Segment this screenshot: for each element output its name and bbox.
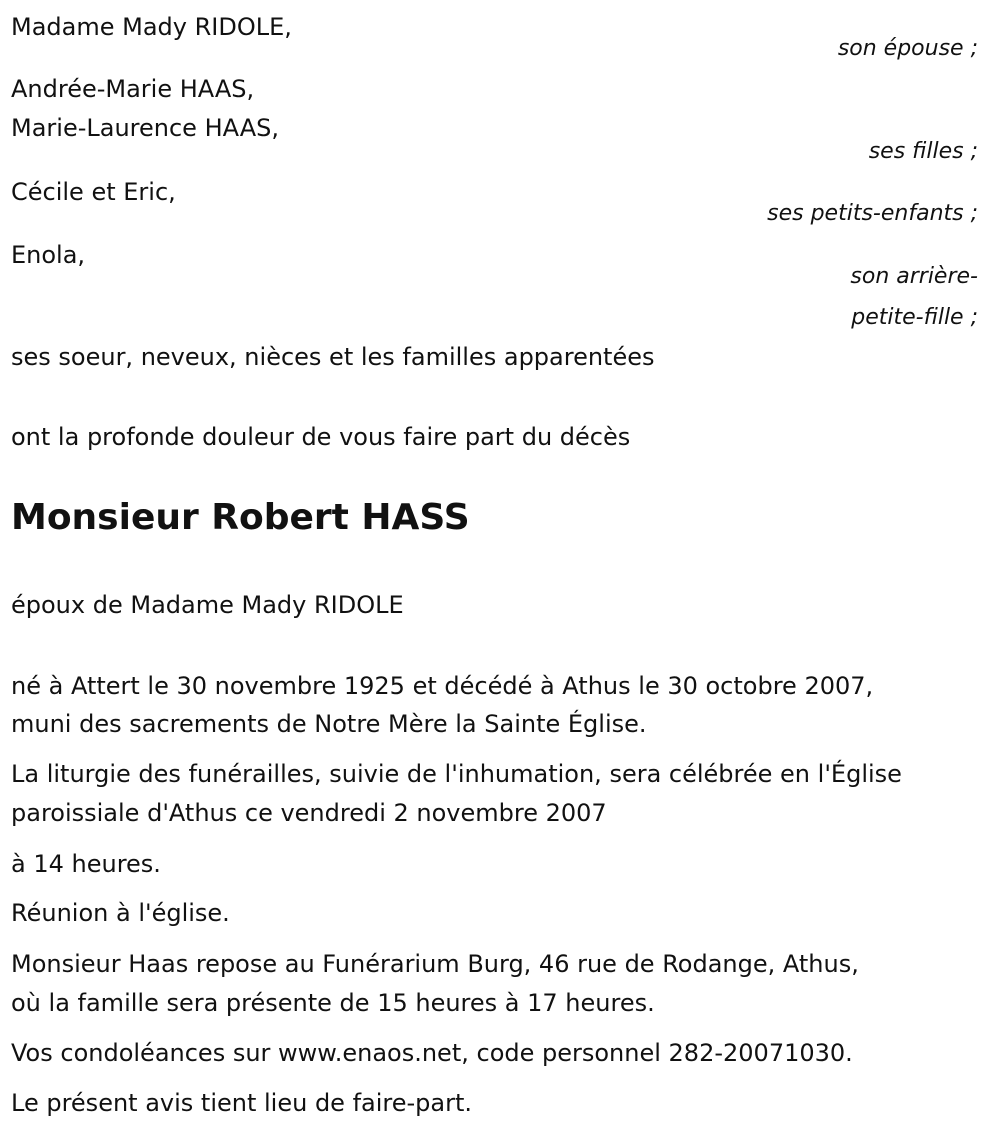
deceased-name: Monsieur Robert HASS xyxy=(11,497,470,538)
grandchildren-role: ses petits-enfants ; xyxy=(767,201,978,226)
spouse-role: son épouse ; xyxy=(837,36,978,61)
great-granddaughter-role-line2: petite-fille ; xyxy=(851,305,978,330)
daughter-1-name: Andrée-Marie HAAS, xyxy=(11,75,255,103)
service-time: à 14 heures. xyxy=(11,850,161,878)
daughters-role: ses filles ; xyxy=(868,139,978,164)
funeral-home-line-2: où la famille sera présente de 15 heures à 17 heures. xyxy=(11,989,655,1017)
birth-death-line-2: muni des sacrements de Notre Mère la Sainte Église. xyxy=(11,710,647,738)
spouse-name: Madame Mady RIDOLE, xyxy=(11,13,292,41)
daughter-2-name: Marie-Laurence HAAS, xyxy=(11,114,279,142)
notice-line: Le présent avis tient lieu de faire-part. xyxy=(11,1089,473,1117)
announcement-intro: ont la profonde douleur de vous faire part du décès xyxy=(11,423,631,451)
funeral-home-line-1: Monsieur Haas repose au Funérarium Burg, 46 rue de Rodange, Athus, xyxy=(11,950,859,978)
birth-death-line-1: né à Attert le 30 novembre 1925 et décédé à Athus le 30 octobre 2007, xyxy=(11,672,874,700)
other-relatives: ses soeur, neveux, nièces et les familles apparentées xyxy=(11,343,655,371)
spouse-of: époux de Madame Mady RIDOLE xyxy=(11,591,404,619)
great-granddaughter-role-line1: son arrière- xyxy=(850,264,978,289)
great-granddaughter-name: Enola, xyxy=(11,241,86,269)
liturgy-line-2: paroissiale d'Athus ce vendredi 2 novembre 2007 xyxy=(11,799,607,827)
liturgy-line-1: La liturgie des funérailles, suivie de l'inhumation, sera célébrée en l'Église xyxy=(11,760,902,788)
grandchildren-names: Cécile et Eric, xyxy=(11,178,176,206)
meeting-place: Réunion à l'église. xyxy=(11,899,230,927)
condolences-line: Vos condoléances sur www.enaos.net, code personnel 282-20071030. xyxy=(11,1039,853,1067)
